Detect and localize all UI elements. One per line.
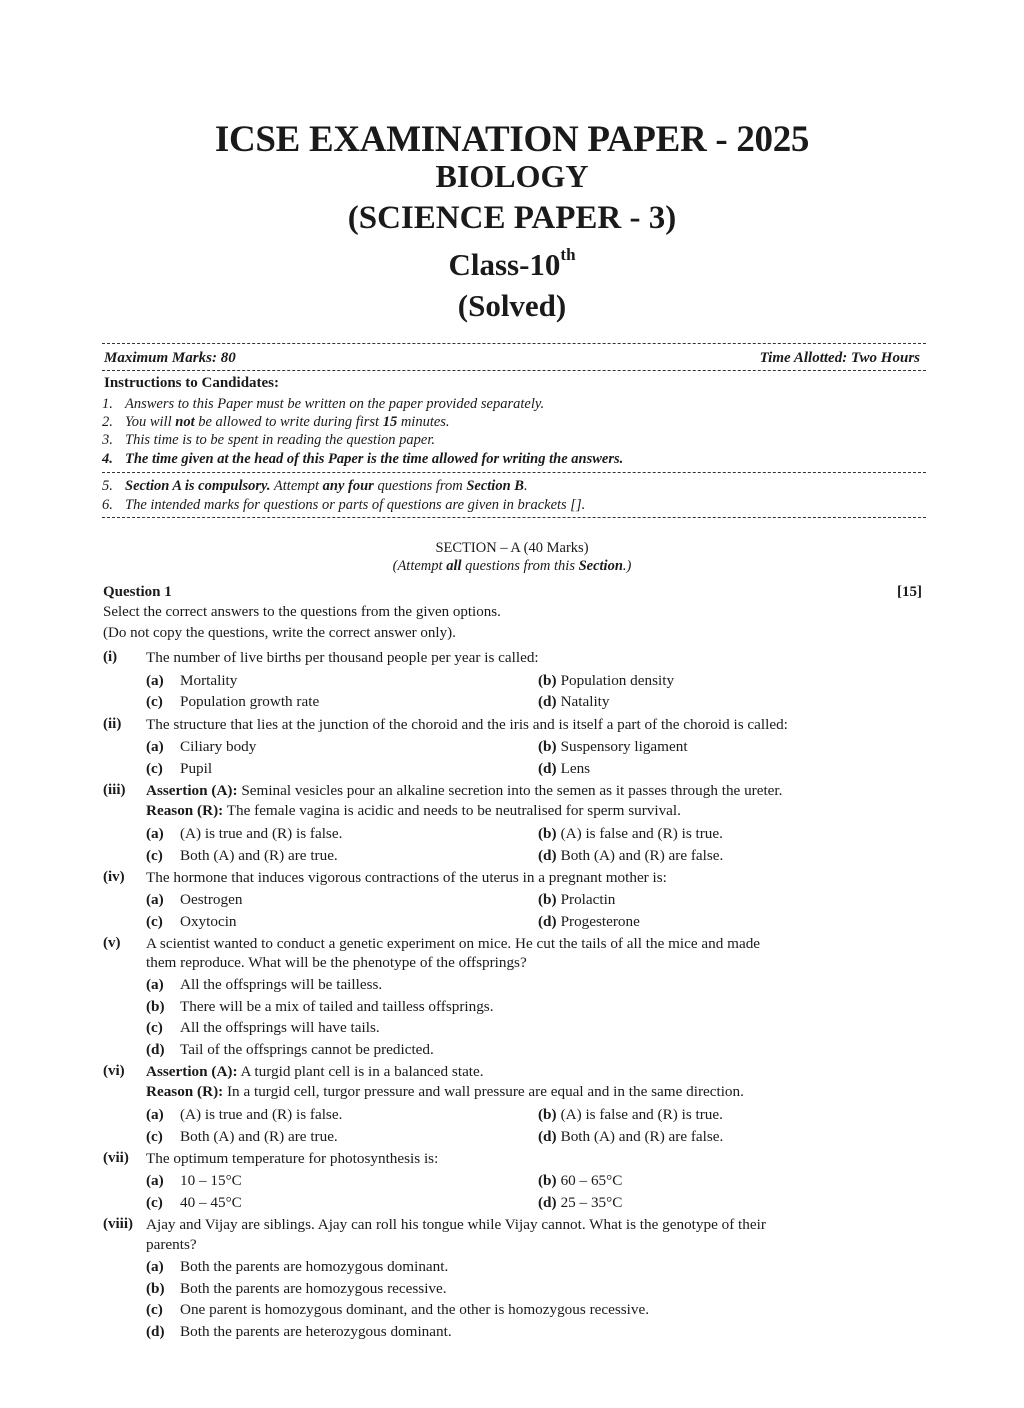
- option: [146, 976, 382, 994]
- option: [146, 1301, 649, 1319]
- option-text: Mortality: [180, 672, 238, 689]
- option-text: There will be a mix of tailed and tailless offsprings.: [180, 998, 494, 1015]
- option-label: (a): [146, 672, 164, 689]
- option-label: (b): [538, 672, 557, 689]
- option: [538, 1194, 622, 1212]
- question-instruction: Select the correct answers to the questions from the given options.: [103, 604, 501, 620]
- subquestion-text: Ajay and Vijay are siblings. Ajay can roll his tongue while Vijay cannot. What is the genotype of their: [146, 1216, 766, 1233]
- option-text: Lens: [560, 760, 591, 777]
- class-superscript: th: [560, 245, 576, 264]
- class-label: Class-10: [448, 247, 561, 282]
- option: [146, 1280, 447, 1298]
- option: [146, 1323, 452, 1341]
- option: [146, 1194, 242, 1212]
- subquestion-number: (iv): [103, 869, 125, 885]
- section-subtitle-emphasis: all: [446, 558, 462, 574]
- instruction-item: [102, 432, 435, 449]
- instruction-text: The intended marks for questions or parts of questions are given in brackets [].: [125, 497, 586, 513]
- option: [538, 913, 640, 931]
- option-text: Both the parents are homozygous recessive.: [180, 1280, 447, 1297]
- option: [146, 1258, 448, 1276]
- option: [146, 1128, 338, 1146]
- subquestion-text: The hormone that induces vigorous contractions of the uterus in a pregnant mother is:: [146, 869, 667, 886]
- option-label: (a): [146, 1106, 164, 1123]
- reason-text: The female vagina is acidic and needs to be neutralised for sperm survival.: [223, 802, 681, 819]
- option: [146, 913, 237, 931]
- option-label: (a): [146, 891, 164, 908]
- option: [538, 825, 723, 843]
- subquestion-text: The number of live births per thousand people per year is called:: [146, 649, 539, 666]
- option-label: (c): [146, 1301, 163, 1318]
- option: [146, 1019, 380, 1037]
- instruction-text: be allowed to write during first: [194, 414, 383, 430]
- solved-title: (Solved): [457, 288, 567, 323]
- subquestion-text: The structure that lies at the junction of the choroid and the iris and is itself a part of the choroid is called:: [146, 716, 788, 733]
- instruction-text: .: [523, 478, 528, 494]
- instruction-text: Attempt: [270, 478, 323, 494]
- option-label: (d): [538, 847, 557, 864]
- reason-label: Reason (R):: [146, 1083, 224, 1100]
- option-text: Natality: [560, 693, 610, 710]
- option-text: Progesterone: [560, 913, 640, 930]
- reason-line: [146, 1083, 744, 1101]
- option: [146, 1172, 242, 1190]
- subquestion-text: them reproduce. What will be the phenotype of the offsprings?: [146, 954, 527, 971]
- option-text: Oestrogen: [180, 891, 243, 908]
- reason-label: Reason (R):: [146, 802, 224, 819]
- instruction-item: [102, 414, 450, 431]
- option-label: (a): [146, 738, 164, 755]
- subquestion-number: (v): [103, 935, 121, 951]
- assertion-label: Assertion (A):: [146, 782, 238, 799]
- option-text: (A) is true and (R) is false.: [180, 1106, 343, 1123]
- option: [146, 738, 256, 756]
- option-label: (c): [146, 1128, 163, 1145]
- option-label: (b): [538, 1172, 557, 1189]
- subquestion-number: (vii): [103, 1150, 129, 1166]
- option-text: (A) is false and (R) is true.: [560, 825, 723, 842]
- instruction-text: You will: [125, 414, 176, 430]
- option-label: (c): [146, 693, 163, 710]
- option-label: (b): [146, 998, 165, 1015]
- option-text: Both the parents are heterozygous dominant.: [180, 1323, 452, 1340]
- option-text: Both (A) and (R) are false.: [560, 847, 724, 864]
- divider: [102, 370, 926, 371]
- max-marks: Maximum Marks: 80: [104, 350, 236, 366]
- option-label: (c): [146, 847, 163, 864]
- option-label: (a): [146, 976, 164, 993]
- option-text: 60 – 65°C: [560, 1172, 623, 1189]
- assertion-text: A turgid plant cell is in a balanced state.: [237, 1063, 484, 1080]
- option-label: (d): [146, 1041, 165, 1058]
- option-label: (d): [538, 760, 557, 777]
- subquestion-number: (iii): [103, 782, 126, 798]
- assertion-line: [146, 1063, 484, 1081]
- subquestion-number: (ii): [103, 716, 122, 732]
- option: [146, 1106, 342, 1124]
- instruction-item: [102, 497, 585, 514]
- exam-title: ICSE EXAMINATION PAPER - 2025: [214, 119, 810, 160]
- option-label: (c): [146, 760, 163, 777]
- option: [146, 672, 237, 690]
- divider: [102, 343, 926, 344]
- subquestion-text: The optimum temperature for photosynthesis is:: [146, 1150, 439, 1167]
- instruction-item: [102, 478, 528, 495]
- option-text: Population density: [560, 672, 675, 689]
- question-marks: [15]: [897, 584, 922, 600]
- option: [538, 672, 674, 690]
- instruction-text: minutes.: [397, 414, 450, 430]
- option-label: (a): [146, 825, 164, 842]
- option-label: (c): [146, 1194, 163, 1211]
- option-text: Oxytocin: [180, 913, 237, 930]
- paper-title: (SCIENCE PAPER - 3): [347, 200, 677, 236]
- option-text: Both (A) and (R) are true.: [180, 847, 338, 864]
- option: [538, 1128, 723, 1146]
- instruction-number: 6.: [102, 497, 113, 513]
- instruction-item: [102, 396, 544, 413]
- assertion-line: [146, 782, 782, 800]
- instruction-emphasis: Section A is compulsory.: [125, 478, 271, 494]
- option-label: (c): [146, 1019, 163, 1036]
- assertion-text: Seminal vesicles pour an alkaline secretion into the semen as it passes through the ureter.: [237, 782, 783, 799]
- option-label: (b): [538, 825, 557, 842]
- subquestion-text: A scientist wanted to conduct a genetic experiment on mice. He cut the tails of all the mice and made: [146, 935, 761, 952]
- option-text: Suspensory ligament: [560, 738, 688, 755]
- question-label: Question 1: [103, 584, 172, 600]
- instruction-emphasis: 15: [382, 414, 398, 430]
- section-title: SECTION – A (40 Marks): [435, 540, 589, 556]
- instruction-emphasis: any four: [322, 478, 374, 494]
- option-text: (A) is false and (R) is true.: [560, 1106, 723, 1123]
- divider: [102, 472, 926, 473]
- option-text: 40 – 45°C: [180, 1194, 242, 1211]
- option-label: (d): [538, 1194, 557, 1211]
- option-text: 25 – 35°C: [560, 1194, 623, 1211]
- option-label: (a): [146, 1172, 164, 1189]
- option: [538, 1106, 723, 1124]
- option-text: Both (A) and (R) are false.: [560, 1128, 724, 1145]
- subject-title: BIOLOGY: [435, 158, 589, 194]
- option: [538, 738, 688, 756]
- option-label: (d): [538, 1128, 557, 1145]
- option-text: Pupil: [180, 760, 213, 777]
- option: [146, 693, 319, 711]
- instruction-number: 1.: [102, 396, 113, 412]
- instruction-number: 4.: [102, 451, 113, 467]
- instruction-item: [102, 451, 623, 468]
- subquestion-number: (vi): [103, 1063, 125, 1079]
- option-label: (d): [146, 1323, 165, 1340]
- section-subtitle-emphasis: Section: [578, 558, 623, 574]
- subquestion-text: parents?: [146, 1236, 197, 1253]
- section-subtitle-text: (Attempt: [392, 558, 447, 574]
- option: [146, 998, 494, 1016]
- option-label: (b): [538, 738, 557, 755]
- section-subtitle: [0, 558, 1024, 575]
- option-text: All the offsprings will have tails.: [180, 1019, 380, 1036]
- section-subtitle-text: .): [622, 558, 632, 574]
- option-text: All the offsprings will be tailless.: [180, 976, 383, 993]
- option: [146, 1041, 434, 1059]
- instruction-text: The time given at the head of this Paper is the time allowed for writing the answers.: [125, 451, 624, 467]
- option: [538, 891, 615, 909]
- option: [538, 847, 723, 865]
- option-label: (d): [538, 913, 557, 930]
- option: [146, 760, 212, 778]
- instruction-emphasis: not: [175, 414, 195, 430]
- question-instruction: (Do not copy the questions, write the correct answer only).: [103, 625, 456, 641]
- instruction-number: 3.: [102, 432, 113, 448]
- option-text: Both (A) and (R) are true.: [180, 1128, 338, 1145]
- option-label: (b): [538, 891, 557, 908]
- option-text: Ciliary body: [180, 738, 257, 755]
- option-text: Both the parents are homozygous dominant.: [180, 1258, 449, 1275]
- section-subtitle-text: questions from this: [461, 558, 579, 574]
- option-text: Tail of the offsprings cannot be predicted.: [180, 1041, 434, 1058]
- option-text: Population growth rate: [180, 693, 320, 710]
- option: [538, 693, 609, 711]
- instruction-number: 2.: [102, 414, 113, 430]
- option: [538, 760, 590, 778]
- option-text: 10 – 15°C: [180, 1172, 242, 1189]
- option: [146, 847, 338, 865]
- option-label: (a): [146, 1258, 164, 1275]
- option-text: (A) is true and (R) is false.: [180, 825, 343, 842]
- instruction-emphasis: Section B: [466, 478, 524, 494]
- subquestion-number: (viii): [103, 1216, 133, 1232]
- instruction-text: questions from: [373, 478, 467, 494]
- option: [538, 1172, 622, 1190]
- option: [146, 891, 242, 909]
- option-label: (b): [146, 1280, 165, 1297]
- instructions-title: Instructions to Candidates:: [104, 375, 280, 391]
- divider: [102, 517, 926, 518]
- instruction-number: 5.: [102, 478, 113, 494]
- option-text: One parent is homozygous dominant, and the other is homozygous recessive.: [180, 1301, 650, 1318]
- option-label: (b): [538, 1106, 557, 1123]
- class-title: [0, 247, 1024, 283]
- option-label: (c): [146, 913, 163, 930]
- assertion-label: Assertion (A):: [146, 1063, 238, 1080]
- instruction-text: Answers to this Paper must be written on the paper provided separately.: [125, 396, 545, 412]
- option: [146, 825, 342, 843]
- reason-line: [146, 802, 681, 820]
- time-allotted: Time Allotted: Two Hours: [759, 350, 920, 366]
- instruction-text: This time is to be spent in reading the question paper.: [125, 432, 435, 448]
- reason-text: In a turgid cell, turgor pressure and wall pressure are equal and in the same direction.: [223, 1083, 744, 1100]
- option-label: (d): [538, 693, 557, 710]
- subquestion-number: (i): [103, 649, 118, 665]
- option-text: Prolactin: [560, 891, 616, 908]
